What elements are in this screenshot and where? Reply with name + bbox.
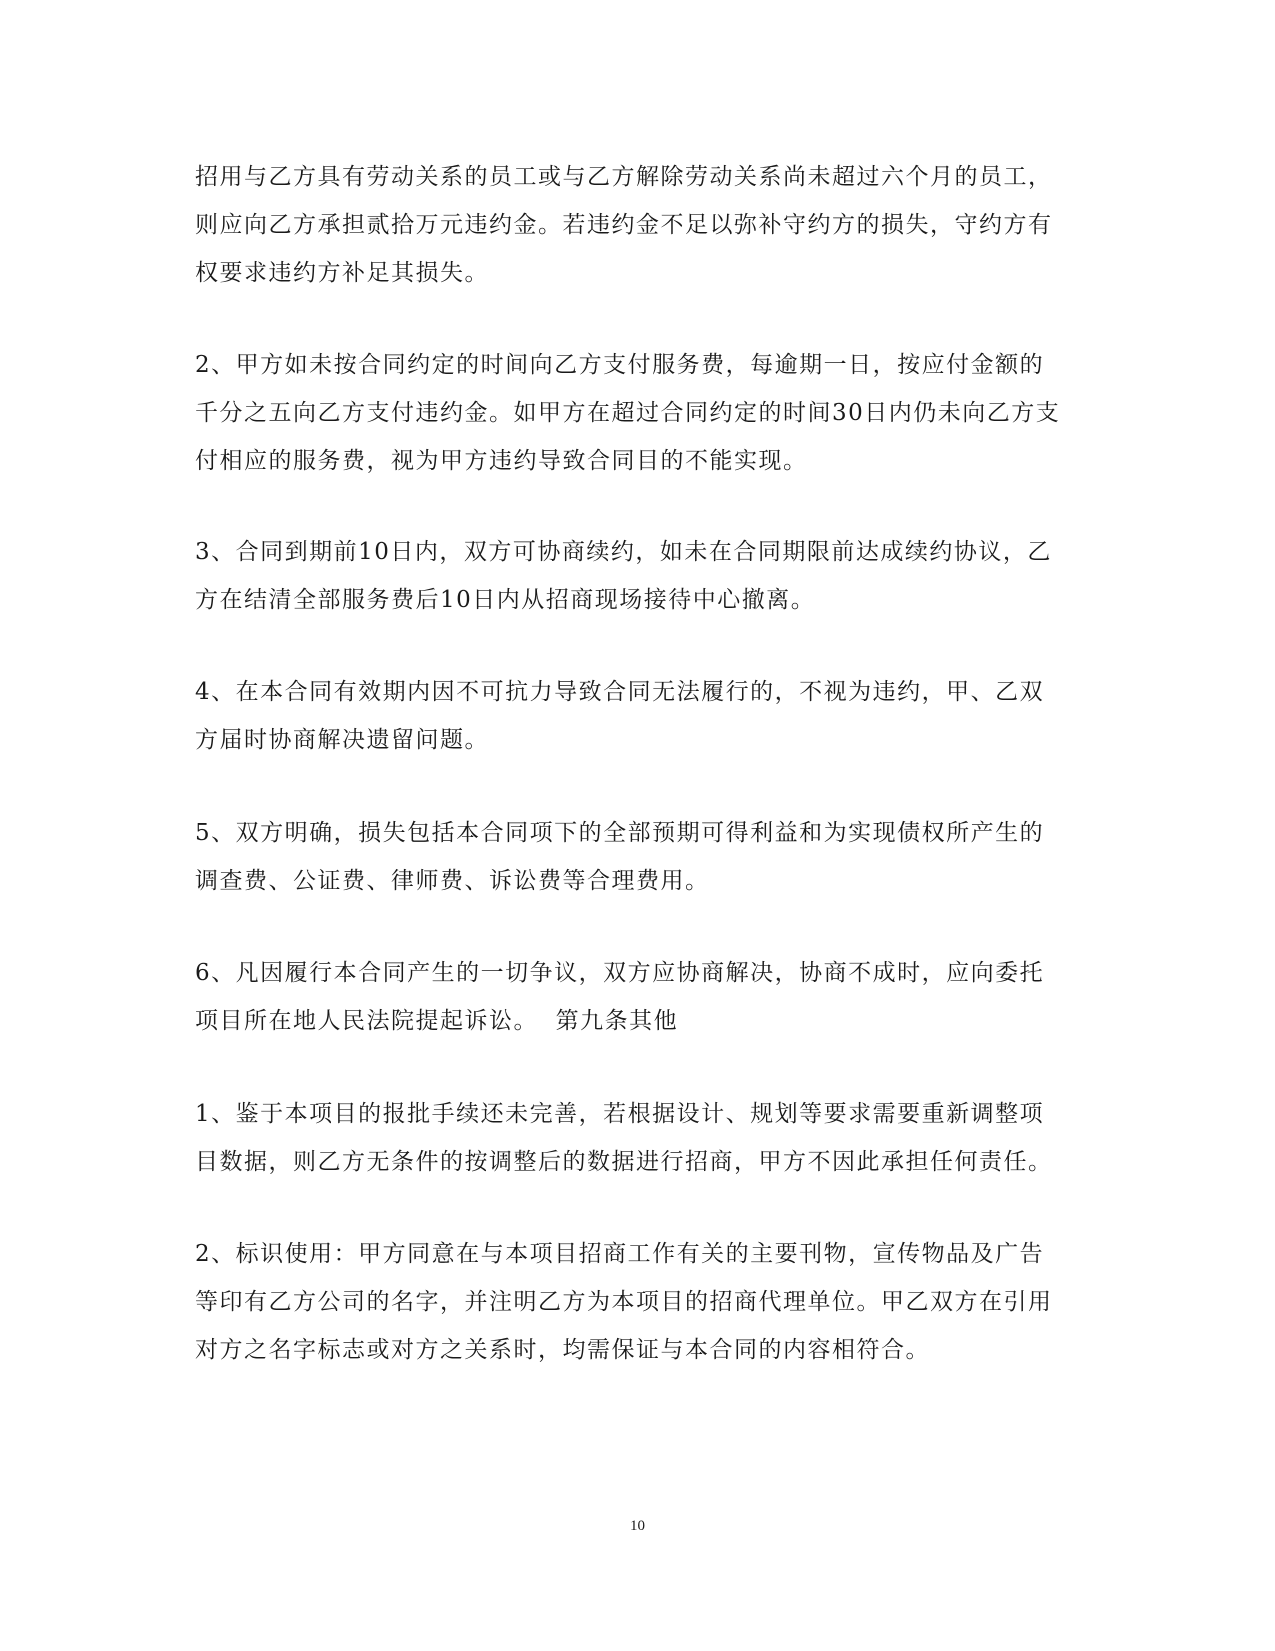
text-line: 等印有乙方公司的名字，并注明乙方为本项目的招商代理单位。甲乙双方在引用 <box>195 1289 1053 1315</box>
text-line: 2、甲方如未按合同约定的时间向乙方支付服务费，每逾期一日，按应付金额的 <box>195 352 1045 378</box>
page-number: 10 <box>630 1518 645 1534</box>
paragraph-clause-3 <box>195 528 1075 624</box>
text-line: 6、凡因履行本合同产生的一切争议，双方应协商解决，协商不成时，应向委托 <box>195 960 1045 986</box>
text-line: 4、在本合同有效期内因不可抗力导致合同无法履行的，不视为违约，甲、乙双 <box>195 679 1045 705</box>
text-line: 付相应的服务费，视为甲方违约导致合同目的不能实现。 <box>195 448 808 474</box>
text-line: 则应向乙方承担贰拾万元违约金。若违约金不足以弥补守约方的损失，守约方有 <box>195 212 1053 238</box>
text-line: 对方之名字标志或对方之关系时，均需保证与本合同的内容相符合。 <box>195 1337 930 1363</box>
paragraph-clause-2 <box>195 341 1075 485</box>
paragraph-clause-4 <box>195 668 1075 764</box>
text-line: 招用与乙方具有劳动关系的员工或与乙方解除劳动关系尚未超过六个月的员工， <box>195 164 1053 190</box>
paragraph-penalty-employees <box>195 153 1075 297</box>
paragraph-clause-5 <box>195 809 1075 905</box>
text-line: 目数据，则乙方无条件的按调整后的数据进行招商，甲方不因此承担任何责任。 <box>195 1149 1053 1175</box>
text-line: 方在结清全部服务费后10日内从招商现场接待中心撤离。 <box>195 587 816 613</box>
text-line: 5、双方明确，损失包括本合同项下的全部预期可得利益和为实现债权所产生的 <box>195 820 1045 846</box>
text-line: 2、标识使用：甲方同意在与本项目招商工作有关的主要刊物，宣传物品及广告 <box>195 1241 1045 1267</box>
text-line: 项目所在地人民法院提起诉讼。 第九条其他 <box>195 1008 679 1034</box>
paragraph-clause-6 <box>195 949 1075 1045</box>
paragraph-article9-clause-2 <box>195 1230 1075 1374</box>
text-line: 千分之五向乙方支付违约金。如甲方在超过合同约定的时间30日内仍未向乙方支 <box>195 400 1061 426</box>
text-line: 3、合同到期前10日内，双方可协商续约，如未在合同期限前达成续约协议，乙 <box>195 539 1052 565</box>
text-line: 权要求违约方补足其损失。 <box>195 260 489 286</box>
paragraph-article9-clause-1 <box>195 1090 1075 1186</box>
text-line: 1、鉴于本项目的报批手续还未完善，若根据设计、规划等要求需要重新调整项 <box>195 1101 1045 1127</box>
text-line: 调查费、公证费、律师费、诉讼费等合理费用。 <box>195 868 710 894</box>
text-line: 方届时协商解决遗留问题。 <box>195 727 489 753</box>
